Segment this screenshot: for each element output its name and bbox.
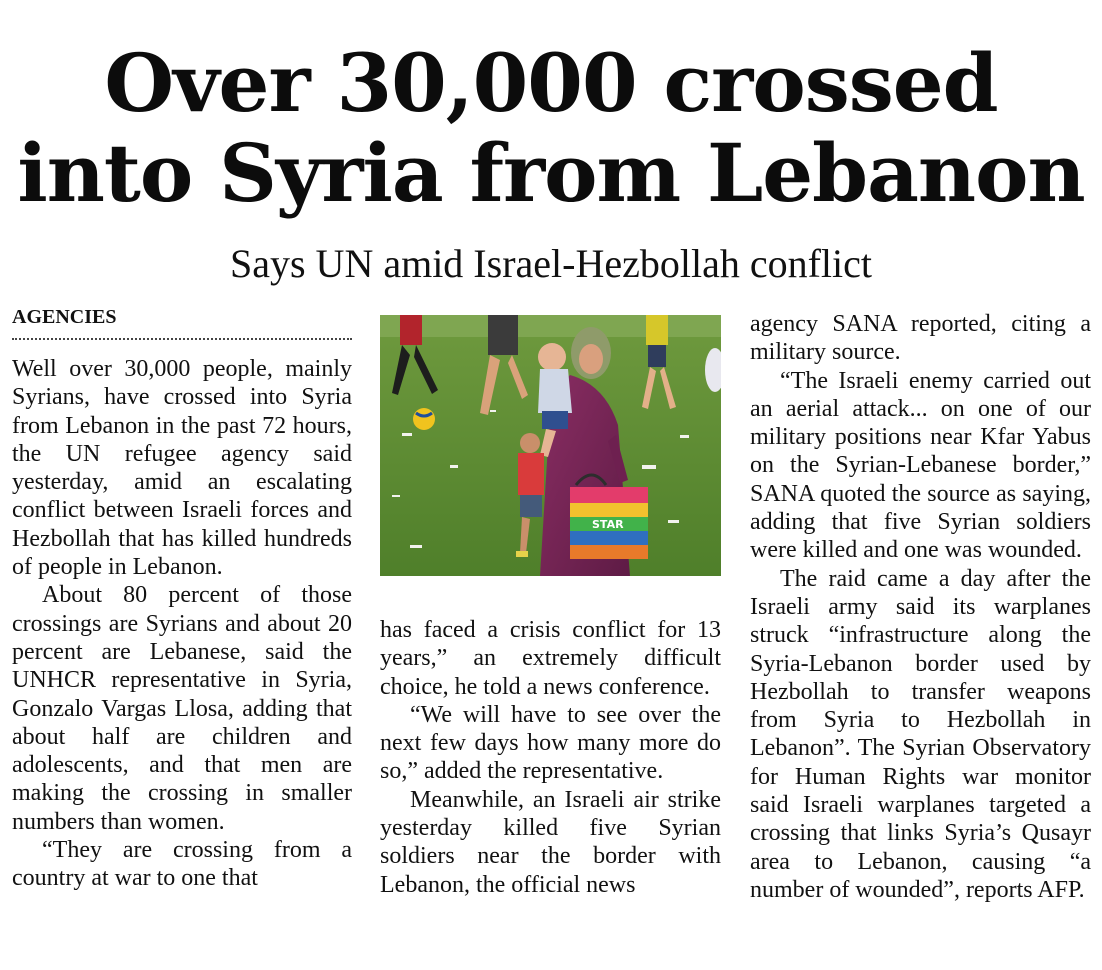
paragraph: agency SANA reported, citing a military source.: [750, 311, 1091, 366]
striped-bag: [570, 475, 648, 559]
paragraph: “They are crossing from a country at war to one that: [12, 837, 352, 892]
byline: AGENCIES: [12, 306, 117, 328]
article-column-1: [12, 355, 352, 893]
article-column-2: [380, 616, 721, 899]
paragraph: The raid came a day after the Israeli army said its warplanes struck “infrastructure along the Syria-Lebanon border used by Hezbollah to transfer weapons from Syria to Hezbollah in Lebanon”. The Syrian Observatory for Human Rights war monitor said Israeli warplanes targeted a crossing that links Syria’s Qusayr area to Lebanon, causing “a number of wounded”, reports AFP.: [750, 565, 1091, 903]
football: [413, 408, 435, 430]
paragraph: About 80 percent of those crossings are Syrians and about 20 percent are Lebanese, said the UNHCR representative in Syria, Gonzalo Vargas Llosa, adding that about half are children and adolescents, and that men are making the crossing in smaller numbers than women.: [12, 582, 352, 835]
article-column-3: [750, 310, 1091, 904]
byline-divider: [12, 338, 352, 340]
headline-line-1: Over 30,000 crossed: [104, 36, 998, 130]
paragraph: Meanwhile, an Israeli air strike yesterday killed five Syrian soldiers near the border with Lebanon, the official news: [380, 786, 721, 898]
bag-label: STAR: [592, 518, 624, 531]
news-photo: [380, 315, 721, 576]
paragraph: has faced a crisis conflict for 13 years,” an extremely difficult choice, he told a news conference.: [380, 617, 721, 700]
subheadline: Says UN amid Israel-Hezbollah conflict: [229, 241, 872, 286]
paragraph: “We will have to see over the next few days how many more do so,” added the representative.: [380, 701, 721, 785]
paragraph: “The Israeli enemy carried out an aerial attack... on one of our military positions near Kfar Yabus on the Syrian-Lebanese border,” SANA quoted the source as saying, adding that five Syrian soldiers were killed and one was wounded.: [750, 367, 1091, 564]
paragraph: Well over 30,000 people, mainly Syrians, have crossed into Syria from Lebanon in the past 72 hours, the UN refugee agency said yesterday, amid an escalating conflict between Israeli forces and Hezbollah that has killed hundreds of people in Lebanon.: [12, 356, 352, 581]
headline-line-2: into Syria from Lebanon: [17, 126, 1085, 220]
